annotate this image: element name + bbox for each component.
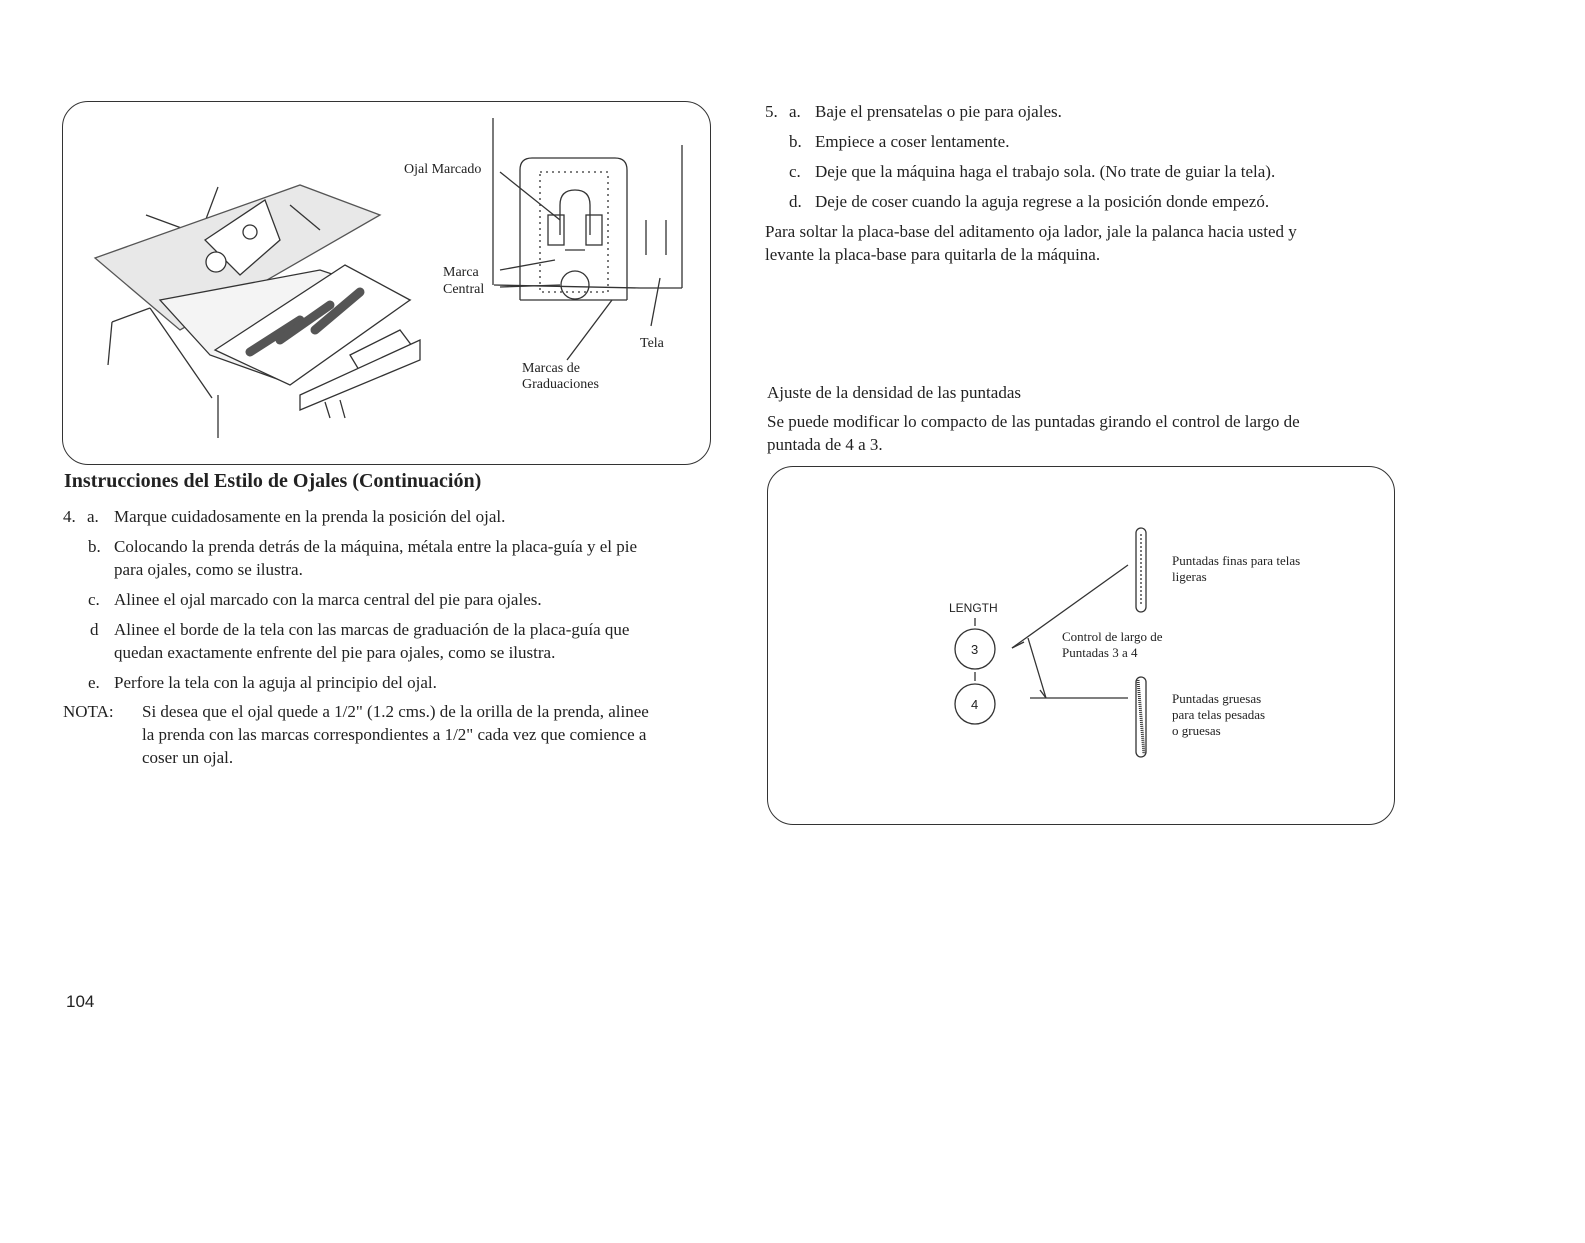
item-5a-letter: a. [789, 102, 801, 121]
release-para-1: Para soltar la placa-base del aditamento oja lador, jale la palanca hacia usted y [765, 222, 1297, 241]
label-puntadas-gruesas-1: Puntadas gruesas [1172, 691, 1262, 706]
item-5a-text: Baje el prensatelas o pie para ojales. [815, 102, 1062, 121]
label-tela: Tela [640, 336, 664, 351]
item-4b-letter: b. [88, 537, 101, 556]
label-graduaciones: Graduaciones [522, 377, 599, 392]
density-title: Ajuste de la densidad de las puntadas [767, 383, 1021, 402]
item-4-num: 4. [63, 507, 76, 526]
item-4d-text2: quedan exactamente enfrente del pie para ojales, como se ilustra. [114, 643, 556, 662]
label-marcas-de: Marcas de [522, 361, 580, 376]
item-4b-text: Colocando la prenda detrás de la máquina, métala entre la placa-guía y el pie [114, 537, 637, 556]
item-5-num: 5. [765, 102, 778, 121]
label-puntadas-finas-1: Puntadas finas para telas [1172, 553, 1301, 568]
label-puntadas-finas-2: ligeras [1172, 569, 1207, 584]
label-control-2: Puntadas 3 a 4 [1062, 645, 1138, 660]
label-control-1: Control de largo de [1062, 629, 1163, 644]
label-ojal-marcado: Ojal Marcado [404, 162, 482, 177]
item-4d-letter: d [90, 620, 99, 639]
item-5b-letter: b. [789, 132, 802, 151]
item-5b-text: Empiece a coser lentamente. [815, 132, 1010, 151]
label-marca-central-2: Central [443, 282, 485, 297]
nota-line-3: coser un ojal. [142, 748, 234, 767]
release-para-2: levante la placa-base para quitarla de la máquina. [765, 245, 1101, 264]
item-4b-text2: para ojales, como se ilustra. [114, 560, 303, 579]
section-heading: Instrucciones del Estilo de Ojales (Continuación) [64, 470, 482, 492]
label-puntadas-gruesas-2: para telas pesadas [1172, 707, 1266, 722]
item-5d-text: Deje de coser cuando la aguja regrese a la posición donde empezó. [815, 192, 1270, 211]
page-number: 104 [66, 992, 95, 1011]
item-4a-letter: a. [87, 507, 99, 526]
item-5d-letter: d. [789, 192, 802, 211]
nota-line-2: la prenda con las marcas correspondientes a 1/2" cada vez que comience a [142, 725, 647, 744]
item-4d-text: Alinee el borde de la tela con las marcas de graduación de la placa-guía que [114, 620, 630, 639]
label-puntadas-gruesas-3: o gruesas [1172, 723, 1221, 738]
dial-4-number: 4 [971, 697, 979, 712]
item-4c-text: Alinee el ojal marcado con la marca central del pie para ojales. [114, 590, 542, 609]
density-para-2: puntada de 4 a 3. [767, 435, 883, 454]
item-4a-text: Marque cuidadosamente en la prenda la posición del ojal. [114, 507, 506, 526]
label-marca-central-1: Marca [443, 265, 479, 280]
sewing-machine-illustration [95, 185, 420, 438]
nota-label: NOTA: [63, 702, 114, 721]
item-4e-letter: e. [88, 673, 100, 692]
label-length: LENGTH [949, 601, 998, 615]
item-4e-text: Perfore la tela con la aguja al principio del ojal. [114, 673, 437, 692]
dial-3-number: 3 [971, 642, 979, 657]
item-5c-text: Deje que la máquina haga el trabajo sola. (No trate de guiar la tela). [815, 162, 1276, 181]
nota-line-1: Si desea que el ojal quede a 1/2" (1.2 cms.) de la orilla de la prenda, alinee [142, 702, 649, 721]
presser-foot-detail [493, 118, 682, 360]
density-para-1: Se puede modificar lo compacto de las puntadas girando el control de largo de [767, 412, 1300, 431]
item-5c-letter: c. [789, 162, 801, 181]
item-4c-letter: c. [88, 590, 100, 609]
